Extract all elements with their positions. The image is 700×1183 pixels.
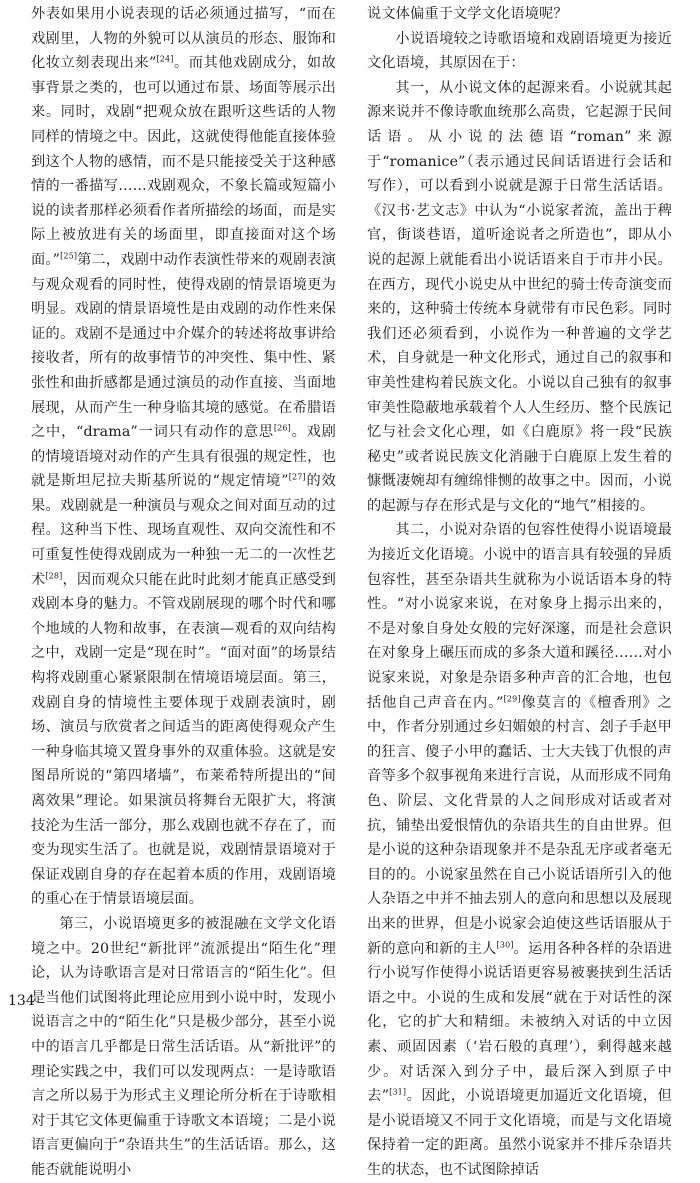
footnote-ref-29: [29] [503,693,521,703]
left-paragraph-2: 第三，小说语境更多的被混融在文学文化语境之中。20世纪“新批评”流派提出“陌生化”理论，认为诗歌语言是对日常语言的“陌生化”。但是当他们试图将此理论应用到小说中时，发现小说语言之中的“陌生化”只是极少部分，甚至小说中的语言几乎都是日常生活话语。从“新批评”的理论实践之中，我们可以发现两点：一是诗歌语言之所以易于为形式主义理论所分析在于诗歌相对于其它文体更偏重于诗歌文本语境；二是小说语言更偏向于“杂语共生”的生活话语。那么，这能否就能说明小 [31,915,336,1178]
left-paragraph-1: 外表如果用小说表现的话必须通过描写，“而在戏剧里，人物的外貌可以从演员的形态、服饰和化妆立刻表现出来”[24]。而其他戏剧成分，如故事背景之类的，也可以通过布景、场面等展示出来。同时，戏剧“把观众放在跟听这些话的人物同样的情境之中。因此，这就使得他能直接体验到这个人物的感情，而不是只能接受关于这种感情的一番描写……戏剧观众，不象长篇或短篇小说的读者那样必须看作者所描绘的场面，而是实际上被放进有关的场面里，即直接面对这个场面。”[25]第二，戏剧中动作表演性带来的观剧表演与观众观看的同时性，使得戏剧的情景语境更为明显。戏剧的情景语境性是由戏剧的动作性来保证的。戏剧不是通过中介媒介的转述将故事讲给接收者，所有的故事情节的冲突性、集中性、紧张性和曲折感都是通过演员的动作直接、当面地展现，从而产生一种身临其境的感觉。在希腊语之中，“drama”一词只有动作的意思[26]。戏剧的情境语境对动作的产生具有很强的规定性，也就是斯坦尼拉夫斯基所说的“规定情境”[27]的效果。戏剧就是一种演员与观众之间对面互动的过程。这种当下性、现场直观性、双向交流性和不可重复性使得戏剧成为一种独一无二的一次性艺术[28]，因而观众只能在此时此刻才能真正感受到戏剧本身的魅力。不管戏剧展现的哪个时代和哪个地域的人物和故事，在表演—观看的双向结构之中，戏剧一定是“现在时”。“面对面”的场景结构将戏剧重心紧紧限制在情境语境层面。第三，戏剧自身的情境性主要体现于戏剧表演时，剧场、演员与欣赏者之间适当的距离使得观众产生一种身临其境又置身事外的双重体验。这就是安图昂所说的“第四堵墙”，布莱希特所提出的“间离效果”理论。如果演员将舞台无限扩大，将演技沦为生活一部分，那么戏剧也就不存在了，而变为现实生活了。也就是说，戏剧情景语境对于保证戏剧自身的存在起着本质的作用，戏剧语境的重心在于情景语境层面。 [31,6,337,908]
left-text-column [31,2,336,1183]
right-paragraph-1: 说文体偏重于文学文化语境呢？ [367,6,568,22]
footnote-ref-27: [27] [288,472,306,482]
page-number: 134 [8,993,35,1009]
footnote-ref-26: [26] [273,423,291,433]
right-paragraph-2: 小说语境较之诗歌语境和戏剧语境更为接近文化语境，其原因在于： [367,30,672,72]
footnote-ref-31: [31] [389,1087,407,1097]
footnote-ref-25: [25] [60,251,78,261]
right-paragraph-4: 其二，小说对杂语的包容性使得小说语境最为接近文化语境。小说中的语言具有较强的异质包容性，甚至杂语共生就称为小说话语本身的特性。“对小说家来说，在对象身上揭示出来的，不是对象自身处女般的完好深邃，而是社会意识在对象身上碾压而成的多条大道和蹊径……对小说家来说，对象是杂语多种声音的汇合地，也包括他自己声音在内。”[29]像莫言的《檀香刑》之中，作者分别通过乡妇媚娘的村言、刽子手赵甲的狂言、傻子小甲的蠢话、士大夫钱丁仇恨的声音等多个叙事视角来进行言说，从而形成不同角色、阶层、文化背景的人之间形成对话或者对抗，铺垫出爱恨情仇的杂语共生的自由世界。但是小说的这种杂语现象并不是杂乱无序或者毫无目的的。小说家虽然在自己小说话语所引入的他人杂语之中并不抽去别人的意向和思想以及展现出来的世界，但是小说家会迫使这些话语服从于新的意向和新的主人[30]。运用各种各样的杂语进行小说写作使得小说话语更容易被裹挟到生活话语之中。小说的生成和发展“就在于对话性的深化，它的扩大和精细。未被纳入对话的中立因素、顽固因素（‘岩石般的真理’），剩得越来越少。对话深入到分子中，最后深入到原子中去”[31]。因此，小说语境更加逼近文化语境，但是小说语境又不同于文化语境，而是与文化语境保持着一定的距离。虽然小说家并不排斥杂语共生的状态，也不试图除掉话 [367,522,673,1178]
right-paragraph-3: 其一，从小说文体的起源来看。小说就其起源来说并不像诗歌血统那么高贵，它起源于民间话语。从小说的法德语“roman”来源于“romanice”（表示通过民间话语进行会话和写作），可以看到小说就是源于日常生活话语。《汉书·艺文志》中认为“小说家者流，盖出于稗官，街谈巷语，道听途说者之所造也”，即从小说的起源上就能看出小说话语来自于市井小民。在西方，现代小说史从中世纪的骑士传奇演变而来的，这种骑士传统本身就带有市民色彩。同时我们还必须看到，小说作为一种普遍的文学艺术，自身就是一种文化形式，通过自己的叙事和审美性建构着民族文化。小说以自己独有的叙事审美性隐蔽地承载着个人人生经历、整个民族记忆与社会文化心理，如《白鹿原》将一段“民族秘史”或者说民族文化消融于白鹿原上发生着的慷慨凄婉却有缠绵悱恻的故事之中。因而，小说的起源与存在形式是与文化的“地气”相接的。 [367,79,672,514]
footnote-ref-30: [30] [496,939,514,949]
right-text-column [367,2,672,1183]
footnote-ref-28: [28] [45,570,63,580]
footnote-ref-24: [24] [156,54,174,64]
